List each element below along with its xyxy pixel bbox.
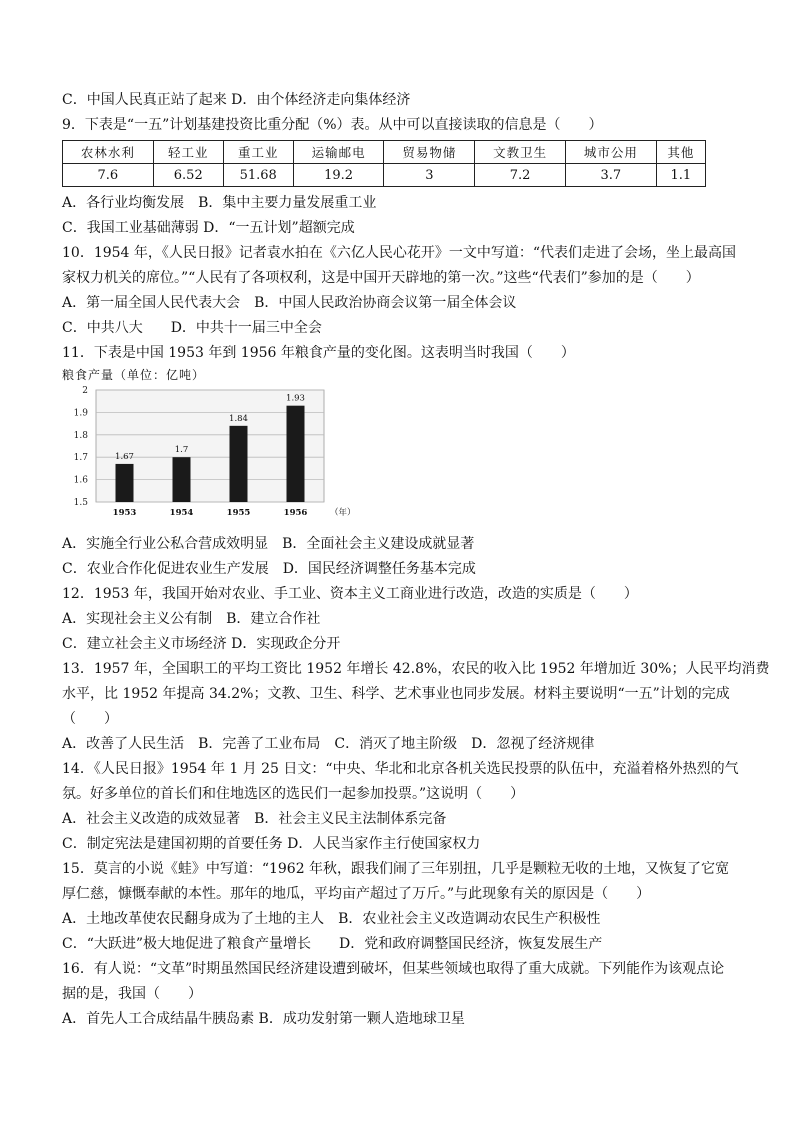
question-line: 水平，比 1952 年提高 34.2%；文教、卫生、科学、艺术事业也同步发展。材料主要说明“一五”计划的完成 <box>62 686 730 702</box>
question-line: 厚仁慈，慷慨奉献的本性。那年的地瓜，平均亩产超过了万斤。”与此现象有关的原因是（ ） <box>62 886 651 902</box>
table-header-cell: 农林水利 <box>63 141 154 164</box>
bar <box>230 426 248 502</box>
question-line: 12．1953 年，我国开始对农业、手工业、资本主义工商业进行改造，改造的实质是（ ） <box>62 586 638 602</box>
question-line: C．我国工业基础薄弱 D．“一五计划”超额完成 <box>62 220 355 236</box>
question-line: C．制定宪法是建国初期的首要任务 D．人民当家作主行使国家权力 <box>62 836 481 852</box>
question-line: 据的是，我国（ ） <box>62 986 202 1002</box>
investment-table <box>62 140 706 187</box>
question-line: A．改善了人民生活 B．完善了工业布局 C．消灭了地主阶级 D．忽视了经济规律 <box>62 736 595 752</box>
question-line: 氛。好多单位的首长们和住地选区的选民们一起参加投票。”这说明（ ） <box>62 786 525 802</box>
table-cell: 6.52 <box>153 164 223 187</box>
question-line: C．中国人民真正站了起来 D．由个体经济走向集体经济 <box>62 92 411 108</box>
table-header-cell: 运输邮电 <box>293 141 384 164</box>
question-line: 家权力机关的席位。”“人民有了各项权利，这是中国开天辟地的第一次。”这些“代表们”参加的是（ ） <box>62 270 700 286</box>
y-tick-label: 1.6 <box>73 475 88 486</box>
x-tick-label: 1953 <box>112 508 137 518</box>
data-label: 1.93 <box>286 393 305 404</box>
question-line: 16．有人说：“文革”时期虽然国民经济建设遭到破坏，但某些领域也取得了重大成就。下列能作为该观点论 <box>62 961 725 977</box>
data-label: 1.7 <box>174 445 189 456</box>
question-line: 15．莫言的小说《蛙》中写道：“1962 年秋，跟我们闹了三年别扭，几乎是颗粒无收的土地，又恢复了它宽 <box>62 861 730 877</box>
table-cell: 1.1 <box>656 164 705 187</box>
question-line: C．中共八大 D．中共十一届三中全会 <box>62 320 322 336</box>
question-line: C．建立社会主义市场经济 D．实现政企分开 <box>62 636 341 652</box>
table-row <box>63 164 706 187</box>
bar <box>287 406 305 502</box>
x-tick-label: 1956 <box>283 508 308 518</box>
chart-title: 粮食产量（单位：亿吨） <box>62 368 206 382</box>
table-cell: 51.68 <box>223 164 293 187</box>
question-line: 14．《人民日报》1954 年 1 月 25 日文：“中央、华北和北京各机关选民投票的队伍中，充溢着格外热烈的气 <box>62 761 739 777</box>
table-header-cell: 贸易物储 <box>384 141 475 164</box>
question-line: A．实现社会主义公有制 B．建立合作社 <box>62 611 321 627</box>
data-label: 1.67 <box>115 451 134 462</box>
y-tick-label: 1.5 <box>73 498 88 508</box>
question-line: A．第一届全国人民代表大会 B．中国人民政治协商会议第一届全体会议 <box>62 295 517 311</box>
y-tick-label: 1.9 <box>73 408 88 419</box>
y-tick-label: 1.8 <box>73 430 88 441</box>
table-header-cell: 重工业 <box>223 141 293 164</box>
x-tick-label: 1954 <box>169 508 194 518</box>
y-tick-label: 1.7 <box>73 453 88 464</box>
question-line: A．社会主义改造的成效显著 B．社会主义民主法制体系完备 <box>62 811 447 827</box>
bar <box>173 457 191 502</box>
table-header-row <box>63 141 706 164</box>
data-label: 1.84 <box>229 413 248 424</box>
question-line: （ ） <box>62 711 118 727</box>
question-line: A．实施全行业公私合营成效明显 B．全面社会主义建设成就显著 <box>62 536 475 552</box>
question-line: 10．1954 年，《人民日报》记者袁水拍在《六亿人民心花开》一文中写道：“代表们走进了会场，坐上最高国 <box>62 245 737 261</box>
question-line: 13．1957 年，全国职工的平均工资比 1952 年增长 42.8%，农民的收入比 1952 年增加近 30%；人民平均消费 <box>62 661 770 677</box>
question-line: A．首先人工合成结晶牛胰岛素 B．成功发射第一颗人造地球卫星 <box>62 1011 465 1027</box>
x-axis-unit: （年） <box>330 508 356 518</box>
grain-chart <box>62 366 742 532</box>
table-header-cell: 其他 <box>656 141 705 164</box>
table-header-cell: 轻工业 <box>153 141 223 164</box>
table-cell: 3.7 <box>565 164 656 187</box>
table-header-cell: 城市公用 <box>565 141 656 164</box>
y-tick-label: 2 <box>82 386 88 396</box>
question-line: A．各行业均衡发展 B．集中主要力量发展重工业 <box>62 195 377 211</box>
question-line: 9．下表是“一五”计划基建投资比重分配（%）表。从中可以直接读取的信息是（ ） <box>62 117 603 133</box>
table-cell: 7.2 <box>475 164 566 187</box>
question-line: C．农业合作化促进农业生产发展 D．国民经济调整任务基本完成 <box>62 561 476 577</box>
bar <box>116 464 134 502</box>
question-line: 11．下表是中国 1953 年到 1956 年粮食产量的变化图。这表明当时我国（ ） <box>62 345 575 361</box>
exam-page <box>62 88 770 1032</box>
table-cell: 19.2 <box>293 164 384 187</box>
question-line: A．土地改革使农民翻身成为了土地的主人 B．农业社会主义改造调动农民生产积极性 <box>62 911 601 927</box>
table-cell: 7.6 <box>63 164 154 187</box>
table-cell: 3 <box>384 164 475 187</box>
grain-bar-chart <box>62 382 362 532</box>
question-line: C．“大跃进”极大地促进了粮食产量增长 D．党和政府调整国民经济，恢复发展生产 <box>62 936 603 952</box>
table-header-cell: 文教卫生 <box>475 141 566 164</box>
x-tick-label: 1955 <box>226 508 251 518</box>
